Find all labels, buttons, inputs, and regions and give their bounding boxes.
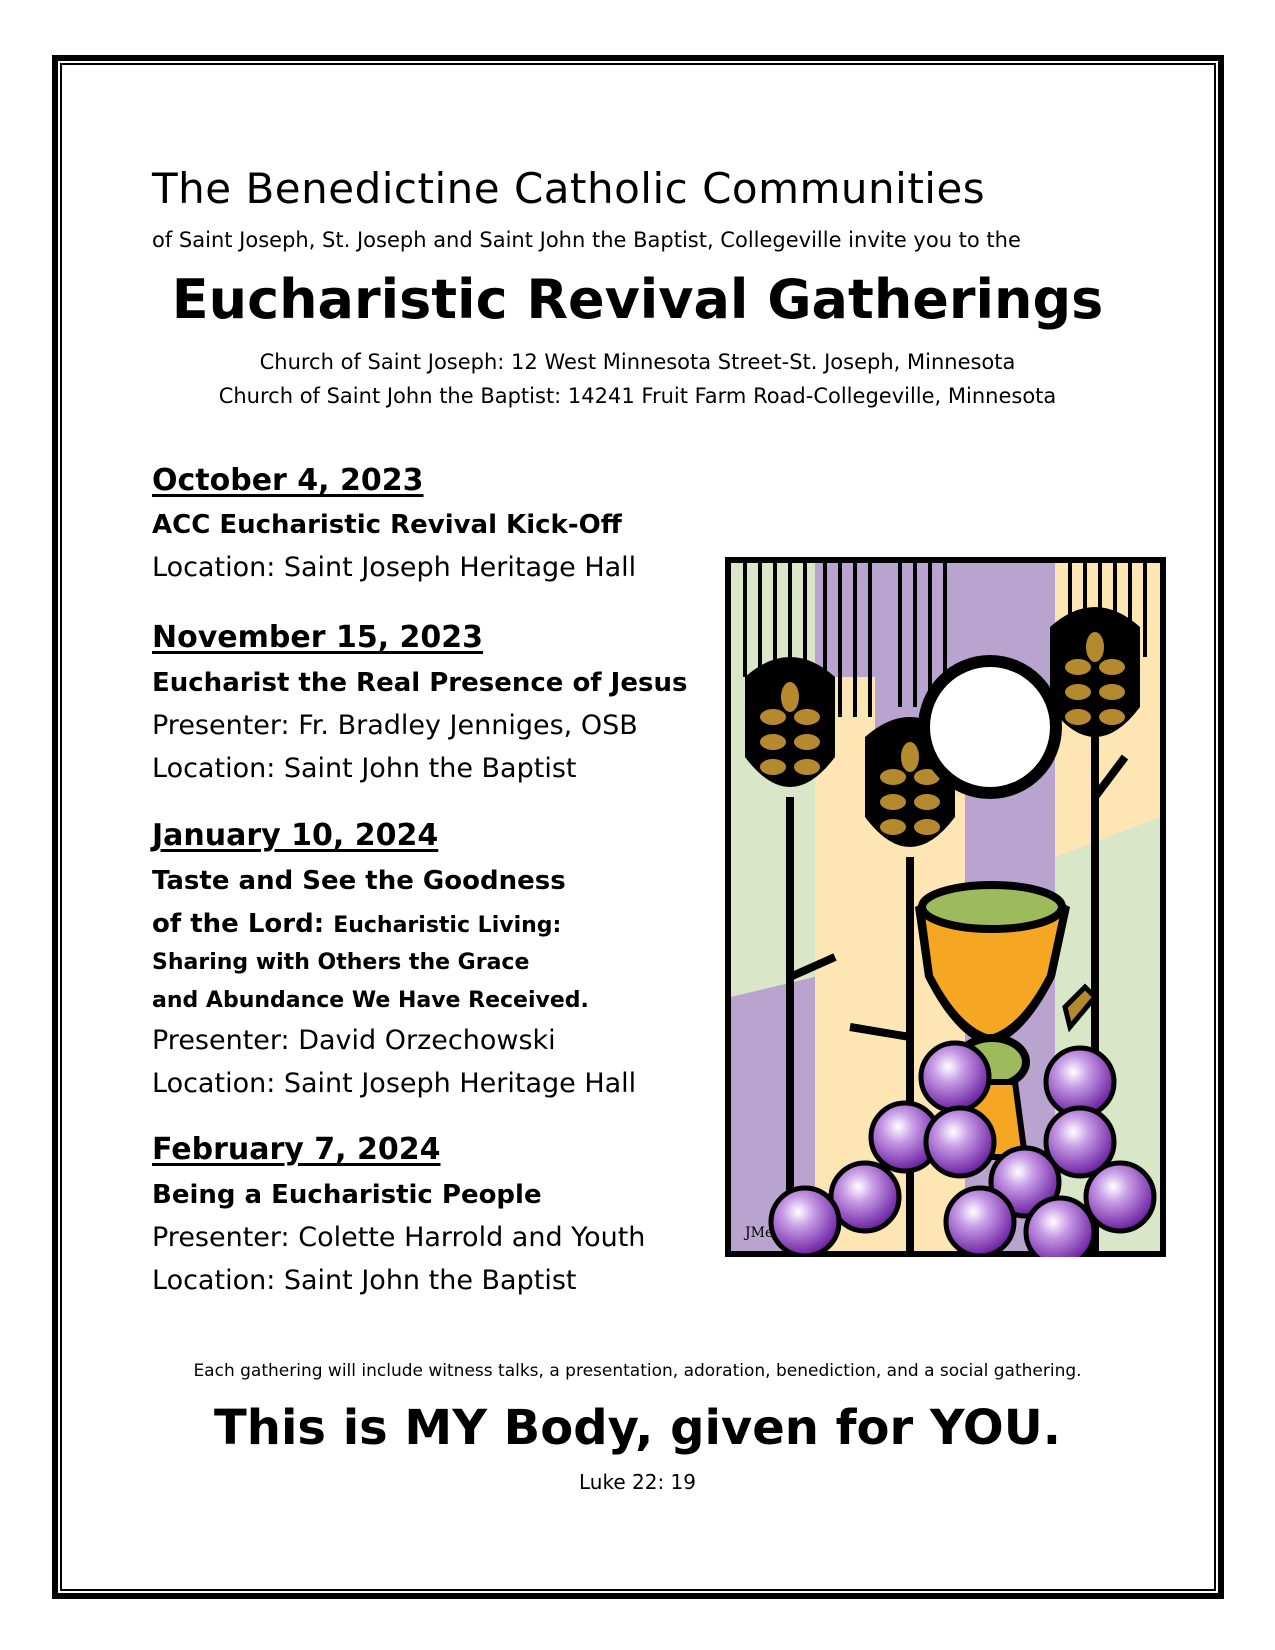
event-date: February 7, 2024: [152, 1132, 441, 1167]
event-location: Location: Saint John the Baptist: [152, 753, 577, 784]
event-location: Location: Saint Joseph Heritage Hall: [152, 1068, 637, 1099]
event-presenter: Presenter: Fr. Bradley Jenniges, OSB: [152, 710, 638, 741]
artist-signature: JMe: [745, 1225, 774, 1241]
org-subtitle: of Saint Joseph, St. Joseph and Saint John the Baptist, Collegeville invite you to the: [152, 228, 1021, 252]
tagline: This is MY Body, given for YOU.: [214, 1400, 1061, 1456]
event-title-line-4: and Abundance We Have Received.: [152, 988, 589, 1013]
org-title: The Benedictine Catholic Communities: [152, 164, 986, 213]
event-title: Eucharist the Real Presence of Jesus: [152, 668, 688, 698]
event-location: Location: Saint John the Baptist: [152, 1265, 577, 1296]
event-title: ACC Eucharistic Revival Kick-Off: [152, 510, 622, 540]
address-saint-john: Church of Saint John the Baptist: 14241 Fruit Farm Road-Collegeville, Minnesota: [218, 384, 1057, 408]
event-presenter: Presenter: David Orzechowski: [152, 1025, 556, 1056]
address-saint-joseph: Church of Saint Joseph: 12 West Minnesota Street-St. Joseph, Minnesota: [259, 350, 1016, 374]
scripture-citation: Luke 22: 19: [579, 1470, 696, 1494]
eucharist-chalice-illustration: [725, 557, 1166, 1257]
event-title: Being a Eucharistic People: [152, 1180, 542, 1210]
event-title-line-1: Taste and See the Goodness: [152, 866, 566, 896]
event-title-line-3: Sharing with Others the Grace: [152, 950, 530, 975]
event-date: November 15, 2023: [152, 620, 484, 655]
event-location: Location: Saint Joseph Heritage Hall: [152, 552, 637, 583]
event-title-line-2-small: Eucharistic Living:: [333, 913, 562, 938]
event-title-line-2: [152, 909, 561, 939]
wheat-head-left: [745, 657, 835, 787]
wheat-head-right: [1050, 607, 1140, 737]
event-date: October 4, 2023: [152, 463, 424, 498]
main-title: Eucharistic Revival Gatherings: [171, 268, 1104, 331]
host-icon: [930, 667, 1050, 787]
event-date: January 10, 2024: [152, 818, 439, 853]
event-presenter: Presenter: Colette Harrold and Youth: [152, 1222, 646, 1253]
event-title-line-2-large: of the Lord:: [152, 909, 325, 939]
footer-note: Each gathering will include witness talks, a presentation, adoration, benediction, and a social gathering.: [193, 1361, 1082, 1381]
